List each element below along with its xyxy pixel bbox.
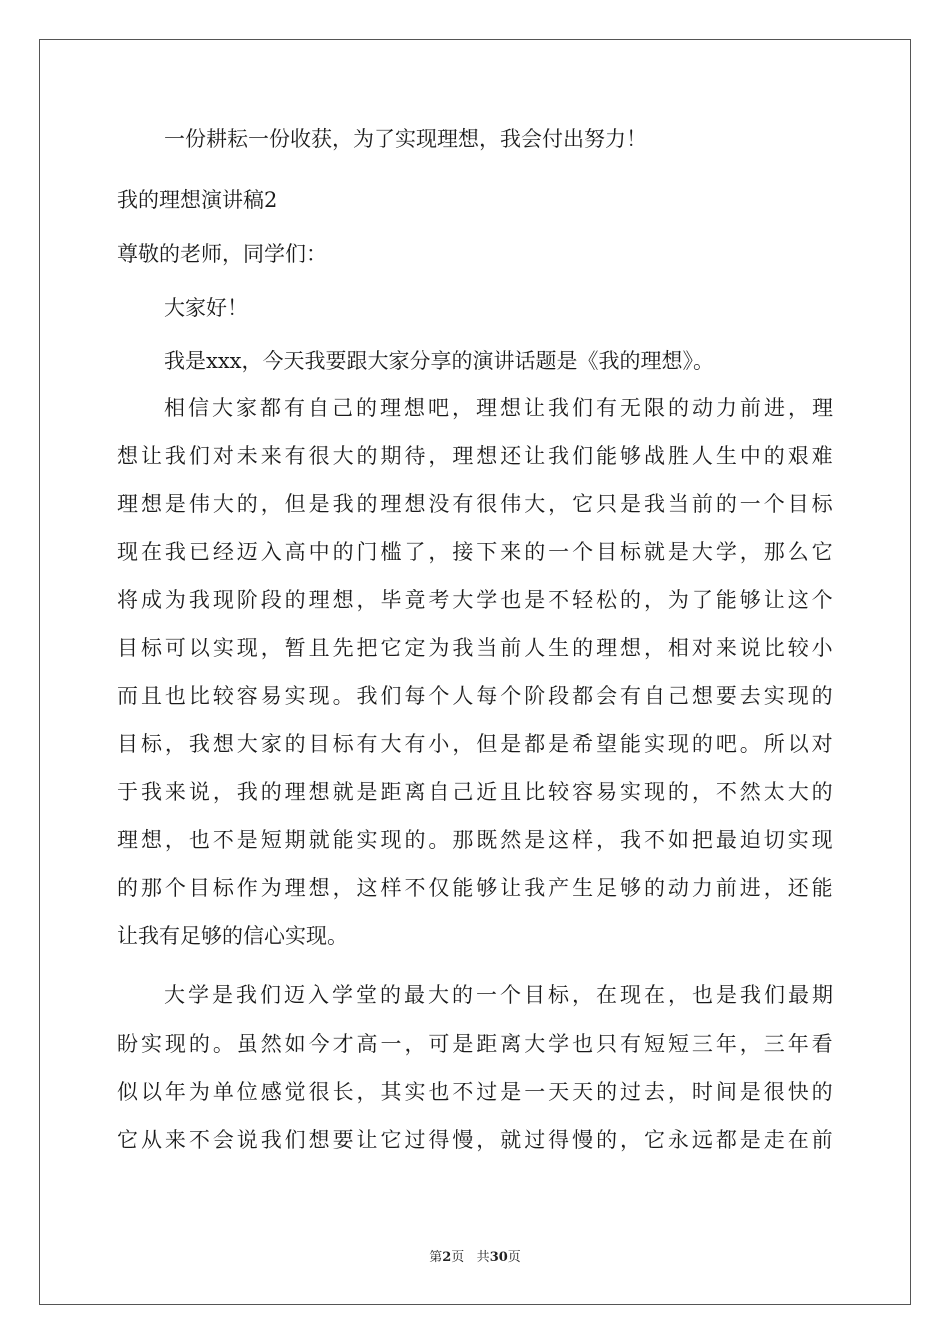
page-number: 2 bbox=[442, 1250, 452, 1265]
page-prefix: 第 bbox=[429, 1250, 443, 1265]
text-line: 理 想 ， 也 不 是 短 期 就 能 实 现 的 。 那 既 然 是 这 样 ， 我 不 如 把 最 迫 切 实 现 bbox=[117, 828, 833, 852]
text-line: 大家好！ bbox=[164, 296, 248, 320]
page-footer bbox=[0, 1246, 950, 1265]
text-line: 大 学 是 我 们 迈 入 学 堂 的 最 大 的 一 个 目 标 ， 在 现 在 ， 也 是 我 们 最 期 bbox=[164, 983, 833, 1007]
text-line: 一份耕耘一份收获，为了实现理想，我会付出努力！ bbox=[164, 127, 647, 151]
page-border bbox=[39, 39, 911, 1305]
total-suffix: 页 bbox=[507, 1250, 521, 1265]
total-pages: 30 bbox=[489, 1250, 508, 1265]
page-suffix: 页 bbox=[451, 1250, 465, 1265]
text-line: 它 从 来 不 会 说 我 们 想 要 让 它 过 得 慢 ， 就 过 得 慢 的 ， 它 永 远 都 是 走 在 前 bbox=[117, 1128, 833, 1152]
text-line: 想 让 我 们 对 未 来 有 很 大 的 期 待 ， 理 想 还 让 我 们 能 够 战 胜 人 生 中 的 艰 难 bbox=[117, 444, 833, 468]
text-line: 似 以 年 为 单 位 感 觉 很 长 ， 其 实 也 不 过 是 一 天 天 的 过 去 ， 时 间 是 很 快 的 bbox=[117, 1080, 833, 1104]
text-line: 于 我 来 说 ， 我 的 理 想 就 是 距 离 自 己 近 且 比 较 容 易 实 现 的 ， 不 然 太 大 的 bbox=[117, 780, 833, 804]
text-line: 目 标 ， 我 想 大 家 的 目 标 有 大 有 小 ， 但 是 都 是 希 望 能 实 现 的 吧 。 所 以 对 bbox=[117, 732, 833, 756]
total-prefix: 共 bbox=[476, 1250, 490, 1265]
text-line: 尊敬的老师，同学们： bbox=[117, 242, 327, 266]
text-line: 将 成 为 我 现 阶 段 的 理 想 ， 毕 竟 考 大 学 也 是 不 轻 松 的 ， 为 了 能 够 让 这 个 bbox=[117, 588, 833, 612]
text-line: 目 标 可 以 实 现 ， 暂 且 先 把 它 定 为 我 当 前 人 生 的 理 想 ， 相 对 来 说 比 较 小 bbox=[117, 636, 833, 660]
text-line: 盼 实 现 的 。 虽 然 如 今 才 高 一 ， 可 是 距 离 大 学 也 只 有 短 短 三 年 ， 三 年 看 bbox=[117, 1032, 833, 1056]
text-line: 我的理想演讲稿2 bbox=[117, 188, 278, 212]
text-line: 而 且 也 比 较 容 易 实 现 。 我 们 每 个 人 每 个 阶 段 都 会 有 自 己 想 要 去 实 现 的 bbox=[117, 684, 833, 708]
text-line: 理 想 是 伟 大 的 ， 但 是 我 的 理 想 没 有 很 伟 大 ， 它 只 是 我 当 前 的 一 个 目 标 bbox=[117, 492, 833, 516]
text-line: 相 信 大 家 都 有 自 己 的 理 想 吧 ， 理 想 让 我 们 有 无 限 的 动 力 前 进 ， 理 bbox=[164, 396, 833, 420]
text-line: 让我有足够的信心实现。 bbox=[117, 924, 348, 948]
text-line: 我是xxx，今天我要跟大家分享的演讲话题是《我的理想》。 bbox=[164, 349, 715, 373]
text-line: 现 在 我 已 经 迈 入 高 中 的 门 槛 了 ， 接 下 来 的 一 个 目 标 就 是 大 学 ， 那 么 它 bbox=[117, 540, 833, 564]
text-line: 的 那 个 目 标 作 为 理 想 ， 这 样 不 仅 能 够 让 我 产 生 足 够 的 动 力 前 进 ， 还 能 bbox=[117, 876, 833, 900]
